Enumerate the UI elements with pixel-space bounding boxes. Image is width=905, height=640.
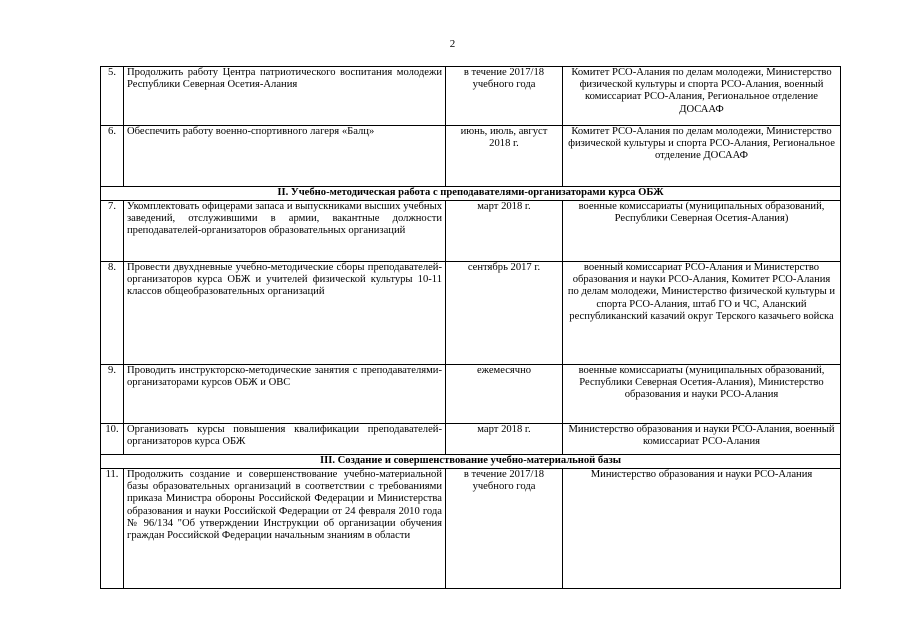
row-number: 9. — [101, 365, 124, 424]
deadline-cell: в течение 2017/18 учебного года — [446, 67, 563, 126]
section-title: II. Учебно-методическая работа с преподавателями-организаторами курса ОБЖ — [101, 187, 841, 201]
task-cell: Проводить инструкторско-методические занятия с преподавателями-организаторами курсов ОБЖ и ОВС — [124, 365, 446, 424]
deadline-cell: сентябрь 2017 г. — [446, 262, 563, 365]
task-cell: Продолжить работу Центра патриотического воспитания молодежи Республики Северная Осетия-Алания — [124, 67, 446, 126]
responsible-cell: Министерство образования и науки РСО-Алания, военный комиссариат РСО-Алания — [563, 424, 841, 455]
responsible-cell: Комитет РСО-Алания по делам молодежи, Министерство физической культуры и спорта РСО-Алания, военный комиссариат РСО-Алания, Региональное отделение ДОСААФ — [563, 67, 841, 126]
deadline-cell: март 2018 г. — [446, 424, 563, 455]
activity-plan-table — [100, 66, 841, 589]
row-number: 6. — [101, 126, 124, 187]
table-row — [101, 262, 841, 365]
responsible-cell: военный комиссариат РСО-Алания и Министерство образования и науки РСО-Алания, Комитет РСО-Алания по делам молодежи, Министерство физической культуры и спорта РСО-Алания, штаб ГО и ЧС, Аланский республиканский казачий округ Терского казачьего войска — [563, 262, 841, 365]
section-header-row — [101, 455, 841, 469]
row-number: 8. — [101, 262, 124, 365]
table-row — [101, 126, 841, 187]
task-cell: Продолжить создание и совершенствование учебно-материальной базы образовательных организаций в соответствии с требованиями приказа Министра обороны Российской Федерации и Министерства образования и науки Российской Федерации от 24 февраля 2010 года № 96/134 "Об утверждении Инструкции об организации обучения граждан Российской Федерации начальным знаниям в области — [124, 469, 446, 589]
section-header-row — [101, 187, 841, 201]
deadline-cell: ежемесячно — [446, 365, 563, 424]
table-row — [101, 469, 841, 589]
table-row — [101, 424, 841, 455]
task-cell: Обеспечить работу военно-спортивного лагеря «Балц» — [124, 126, 446, 187]
task-cell: Укомплектовать офицерами запаса и выпускниками высших учебных заведений, отслужившими в армии, вакантные должности преподавателей-организаторов образовательных организаций — [124, 201, 446, 262]
row-number: 10. — [101, 424, 124, 455]
page-number — [0, 38, 905, 50]
deadline-cell: март 2018 г. — [446, 201, 563, 262]
table-row — [101, 67, 841, 126]
row-number: 5. — [101, 67, 124, 126]
table-row — [101, 365, 841, 424]
responsible-cell: Комитет РСО-Алания по делам молодежи, Министерство физической культуры и спорта РСО-Алания, Региональное отделение ДОСААФ — [563, 126, 841, 187]
task-cell: Провести двухдневные учебно-методические сборы преподавателей-организаторов курса ОБЖ и учителей физической культуры 10-11 классов общеобразовательных организаций — [124, 262, 446, 365]
responsible-cell: военные комиссариаты (муниципальных образований, Республики Северная Осетия-Алания) — [563, 201, 841, 262]
deadline-cell: в течение 2017/18 учебного года — [446, 469, 563, 589]
table-row — [101, 201, 841, 262]
task-cell: Организовать курсы повышения квалификации преподавателей-организаторов курса ОБЖ — [124, 424, 446, 455]
row-number: 7. — [101, 201, 124, 262]
section-title: III. Создание и совершенствование учебно-материальной базы — [101, 455, 841, 469]
responsible-cell: Министерство образования и науки РСО-Алания — [563, 469, 841, 589]
responsible-cell: военные комиссариаты (муниципальных образований, Республики Северная Осетия-Алания), Министерство образования и науки РСО-Алания — [563, 365, 841, 424]
row-number: 11. — [101, 469, 124, 589]
deadline-cell: июнь, июль, август 2018 г. — [446, 126, 563, 187]
page-number-text: 2 — [449, 38, 456, 50]
